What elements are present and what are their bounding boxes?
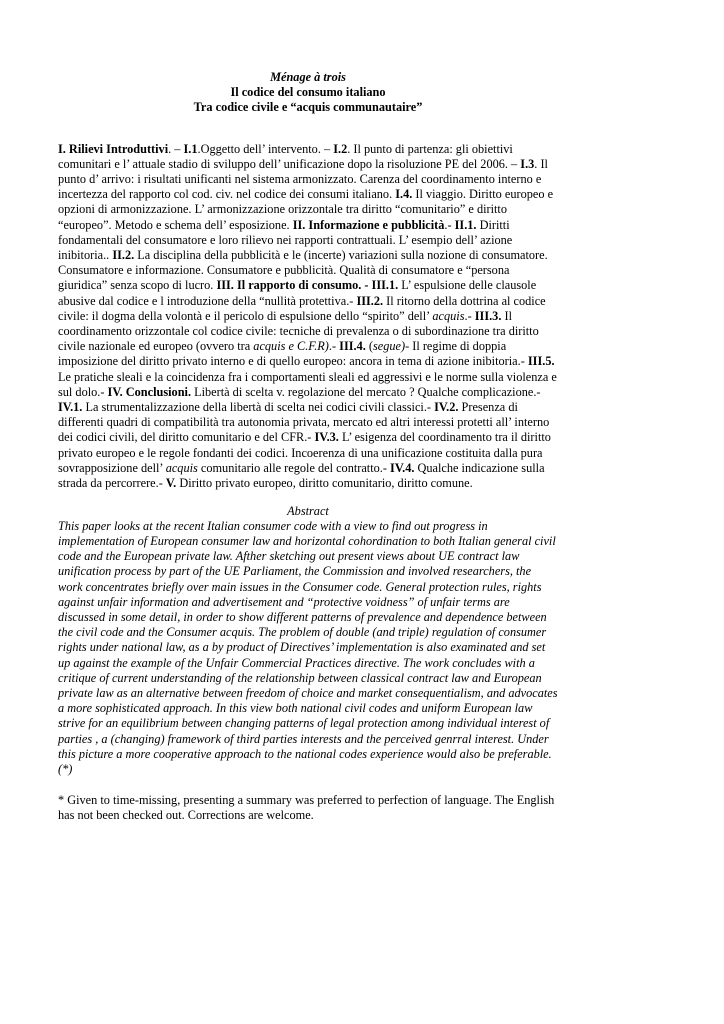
abstract-heading: Abstract	[287, 503, 329, 518]
abstract-body: This paper looks at the recent Italian consumer code with a view to find out progress in implementation of European consumer law and horizontal cohordination to both Italian general civil code and the European private law. Afther sketching out present views about UE contract law unification process by part of the UE Parliament, the Commission and involved researchers, the work concentrates briefly over main issues in the Consumer code. General protection rules, rights against unfair information and advertisement and “protective voidness” of unfair terms are discussed in some detail, in order to show different patterns of prevalence and dependence between the civil code and the Consumer acquis. The problem of double (and triple) regulation of consumer rights under national law, as a by product of Directives’ implementation is also examinated and set up against the example of the Unfair Commercial Practices directive. The work concludes with a critique of current understanding of the relationship between classical contract law and European private law as an alternative between freedom of choice and market consequentialism, and advocates a more sophisticated approach. In this view both national civil codes and uniform European law strive for an equilibrium between changing patterns of legal protection among individual interest of parties , a (changing) framework of third parties interests and the perceived genrral interest. Under this picture a more cooperative approach to the national codes experience would also be preferable.(*)	[58, 518, 558, 777]
summary-segment: II.1.	[454, 217, 477, 232]
summary-segment: .-	[464, 308, 475, 323]
summary-segment: III.5.	[527, 354, 555, 369]
summary-segment: L’ espulsione delle clausole abusive dal codice e l introduzione della “nullità protettiva.-	[58, 278, 537, 308]
summary-segment: .-	[444, 217, 455, 232]
summary-segment: acquis e C.F.R)	[253, 339, 329, 354]
summary-segment: Diritto privato europeo, diritto comunitario, diritto comune.	[176, 476, 473, 491]
document-page	[58, 70, 558, 824]
title-block	[58, 70, 558, 116]
summary-segment: . –	[168, 141, 184, 156]
table-of-contents-summary	[58, 142, 558, 492]
summary-segment: IV.1.	[58, 400, 83, 415]
footnote: * Given to time-missing, presenting a summary was preferred to perfection of language. The English has not been checked out. Corrections are welcome.	[58, 793, 555, 823]
summary-segment: Presenza di differenti quadri di compatibilità tra autonomia privata, mercato ed altri interessi protetti all’ interno dei codici civili, del diritto comunitario e del CFR.-	[58, 400, 550, 445]
summary-segment: I.3	[520, 156, 535, 171]
summary-segment: I.4.	[395, 187, 413, 202]
summary-segment: III.2.	[356, 293, 384, 308]
summary-segment: .Oggetto dell’ intervento. –	[197, 141, 334, 156]
title-line-2: Il codice del consumo italiano	[230, 85, 386, 100]
summary-segment: . Il punto di partenza: gli obiettivi comunitari e l’ attuale stadio di sviluppo dell’ unificazione dopo la risoluzione PE del 2006. –	[58, 141, 521, 171]
summary-segment: I.1	[183, 141, 198, 156]
summary-segment: V.	[165, 476, 177, 491]
summary-segment: Il viaggio. Diritto europeo e opzioni di armonizzazione. L’ armonizzazione orizzontale tra diritto “comunitario” e diritto “europeo”. Metodo e schema dell’ esposizione.	[58, 187, 554, 232]
summary-segment: - Il regime di doppia imposizione del diritto privato interno e di quello europeo: ancora in tema di azione inibitoria.-	[58, 339, 528, 369]
summary-segment: acquis	[432, 308, 465, 323]
summary-segment: La strumentalizzazione della libertà di scelta nei codici civili classici.-	[82, 400, 435, 415]
summary-segment: II.2.	[112, 248, 135, 263]
summary-segment: Il coordinamento orizzontale col codice civile: tecniche di prevalenza o di subordinazione tra diritto civile nazionale ed europeo (ovvero tra	[58, 308, 539, 354]
summary-segment: I.2	[333, 141, 348, 156]
summary-segment: Diritti fondamentali del consumatore e loro rilievo nei rapporti contrattuali. L’ esempio dell’ azione inibitoria..	[58, 217, 513, 263]
summary-segment: IV.4.	[390, 460, 415, 475]
summary-segment: . Il punto d’ arrivo: i risultati unificanti nel sistema armonizzato. Carenza del coordinamento interno e incertezza del rapporto col cod. civ. nel codice dei consumi italiano.	[58, 156, 548, 202]
summary-segment: III.4.	[339, 339, 366, 354]
summary-segment: La disciplina della pubblicità e le (incerte) variazioni sulla nozione di consumatore. Consumatore e informazione. Consumatore e pubblicità. Qualità di consumatore e “persona giuridica” senza scopo di lucro.	[58, 248, 548, 293]
title-line-1: Ménage à trois	[270, 70, 346, 84]
summary-segment: Il ritorno della dottrina al codice civile: il dogma della volontà e il pericolo di espulsione dello “spirito” dell’	[58, 293, 546, 323]
summary-segment: .-	[328, 339, 340, 354]
summary-segment: Libertà di scelta v. regolazione del mercato ? Qualche complicazione.-	[191, 384, 541, 399]
summary-segment: comunitario alle regole del contratto.-	[197, 460, 391, 475]
summary-segment: (	[365, 339, 373, 354]
summary-segment: II. Informazione e pubblicità	[292, 217, 445, 232]
title-line-3: Tra codice civile e “acquis communautaire”	[193, 100, 423, 115]
summary-segment: IV.3.	[314, 430, 339, 445]
summary-segment: IV.2.	[434, 400, 459, 415]
summary-segment: segue)	[372, 339, 406, 354]
summary-segment: I. Rilievi Introduttivi	[58, 141, 169, 156]
summary-segment: III. Il rapporto di consumo. - III.1.	[216, 278, 399, 293]
summary-segment: Qualche indicazione sulla strada da percorrere.-	[58, 460, 545, 491]
summary-segment: acquis	[165, 460, 198, 475]
summary-segment: III.3.	[474, 308, 502, 323]
summary-segment: Le pratiche sleali e la coincidenza fra i comportamenti sleali ed aggressivi e le norme sulla violenza e sul dolo.-	[58, 369, 557, 399]
summary-segment: IV. Conclusioni.	[107, 384, 192, 399]
summary-segment: L’ esigenza del coordinamento tra il diritto privato europeo e le regole fondanti dei codici. Incoerenza di una unificazione costituita dalla pura sovrapposizione dell’	[58, 430, 551, 475]
